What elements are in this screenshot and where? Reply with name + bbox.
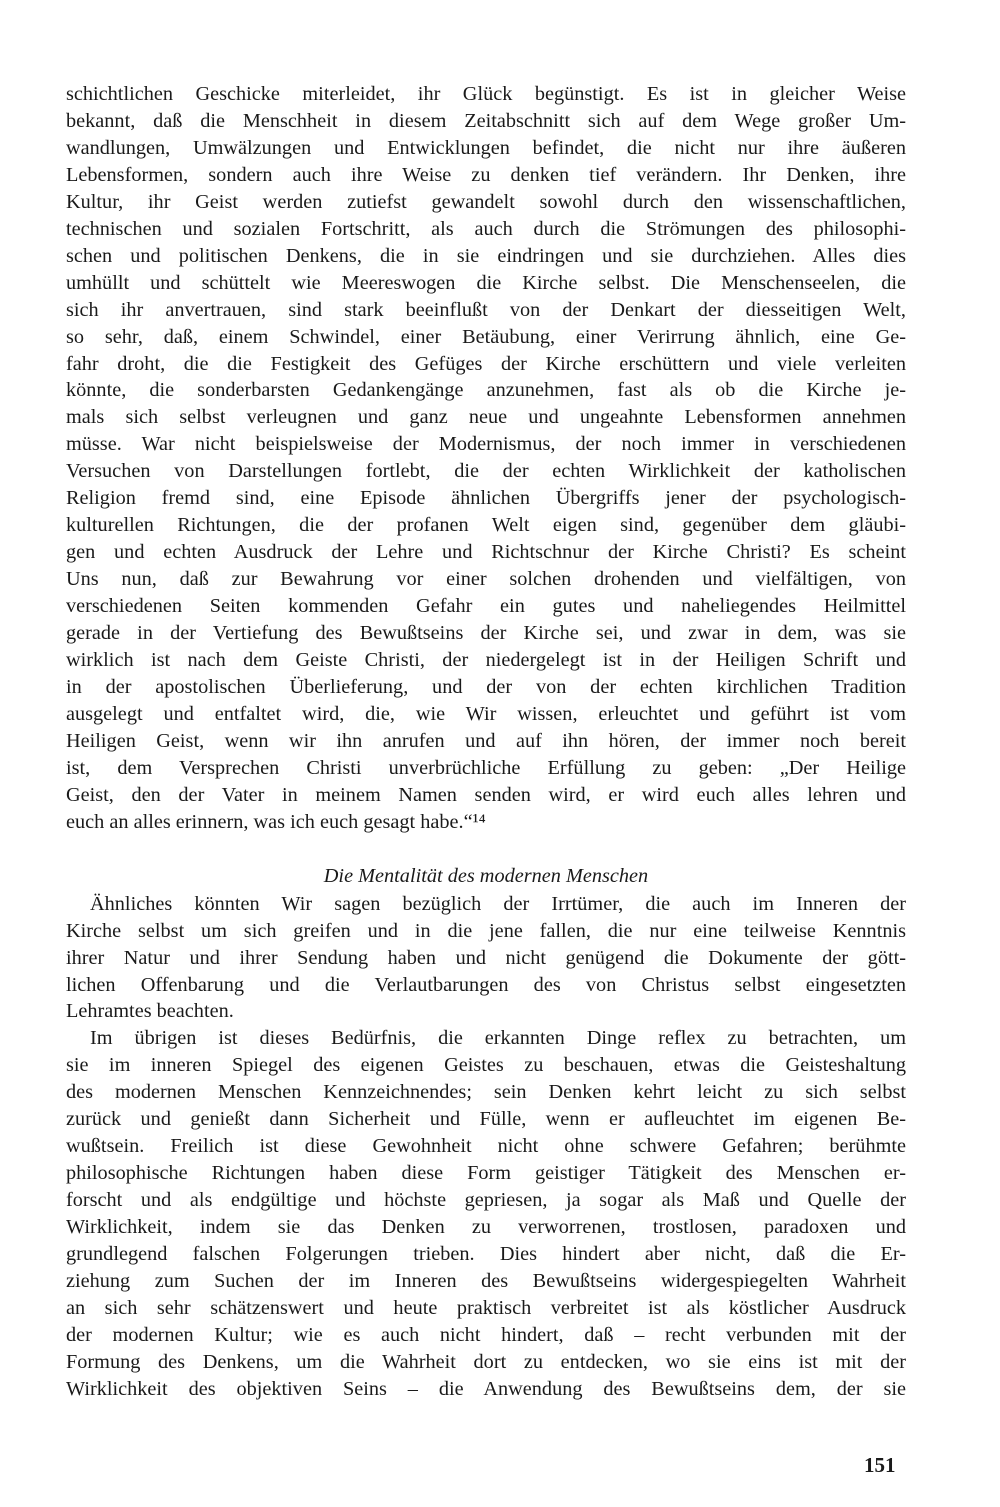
text-line: kulturellen Richtungen, die der profanen Welt eigen sind, gegenüber dem gläubi- <box>66 514 906 537</box>
text-line: an sich sehr schätzenswert und heute praktisch verbreitet ist als köstlicher Ausdruck <box>66 1296 906 1319</box>
text-line: des modernen Menschen Kennzeichnendes; sein Denken kehrt leicht zu sich selbst <box>66 1081 906 1104</box>
text-line: euch an alles erinnern, was ich euch gesagt habe.“¹⁴ <box>66 810 486 833</box>
text-line: so sehr, daß, einem Schwindel, einer Betäubung, einer Verirrung ähnlich, eine Ge- <box>66 325 906 348</box>
text-line: Religion fremd sind, eine Episode ähnlichen Übergriffs jener der psychologisch- <box>66 487 906 510</box>
text-line: Heiligen Geist, wenn wir ihn anrufen und auf ihn hören, der immer noch bereit <box>66 729 906 752</box>
text-line: Ähnliches könnten Wir sagen bezüglich der Irrtümer, die auch im Inneren der <box>90 892 906 915</box>
text-line: in der apostolischen Überlieferung, und der von der echten kirchlichen Tradition <box>66 675 906 698</box>
text-line: der modernen Kultur; wie es auch nicht hindert, daß – recht verbunden mit der <box>66 1323 906 1346</box>
text-line: sie im inneren Spiegel des eigenen Geistes zu beschauen, etwas die Geisteshaltung <box>66 1054 906 1077</box>
text-line: bekannt, daß die Menschheit in diesem Zeitabschnitt sich auf dem Wege großer Um- <box>66 109 906 132</box>
paragraph-2 <box>66 891 906 1026</box>
text-line: wandlungen, Umwälzungen und Entwicklungen befindet, die nicht nur ihre äußeren <box>66 136 906 159</box>
text-line: gerade in der Vertiefung des Bewußtseins der Kirche sei, und zwar in dem, was sie <box>66 622 906 645</box>
text-line: forscht und als endgültige und höchste gepriesen, ja sogar als Maß und Quelle der <box>66 1189 906 1212</box>
text-line: könnte, die sonderbarsten Gedankengänge anzunehmen, fast als ob die Kirche je- <box>66 379 906 402</box>
text-line: ausgelegt und entfaltet wird, die, wie Wir wissen, erleuchtet und geführt ist vom <box>66 702 906 725</box>
text-line: philosophische Richtungen haben diese Form geistiger Tätigkeit des Menschen er- <box>66 1162 906 1185</box>
section-heading: Die Mentalität des modernen Menschen <box>323 864 649 887</box>
text-line: Formung des Denkens, um die Wahrheit dort zu entdecken, wo sie eins ist mit der <box>66 1350 906 1373</box>
text-line: Versuchen von Darstellungen fortlebt, die der echten Wirklichkeit der katholischen <box>66 460 906 483</box>
text-line: zurück und genießt dann Sicherheit und Fülle, wenn er aufleuchtet im eigenen Be- <box>66 1108 906 1131</box>
text-line: wußtsein. Freilich ist diese Gewohnheit nicht ohne schwere Gefahren; berühmte <box>66 1135 906 1158</box>
text-line: Kultur, ihr Geist werden zutiefst gewandelt sowohl durch den wissenschaftlichen, <box>66 190 906 213</box>
paragraph-3 <box>66 1025 906 1402</box>
text-line: wirklich ist nach dem Geiste Christi, der niedergelegt ist in der Heiligen Schrift und <box>66 649 906 672</box>
text-line: Wirklichkeit des objektiven Seins – die Anwendung des Bewußtseins dem, der sie <box>66 1377 906 1400</box>
paragraph-1 <box>66 81 906 836</box>
text-line: Wirklichkeit, indem sie das Denken zu verworrenen, trostlosen, paradoxen und <box>66 1216 906 1239</box>
body-text <box>66 81 906 1403</box>
text-line: lichen Offenbarung und die Verlautbarungen des von Christus selbst eingesetzten <box>66 973 906 996</box>
page-number: 151 <box>864 1453 896 1477</box>
text-line: Uns nun, daß zur Bewahrung vor einer solchen drohenden und vielfältigen, von <box>66 568 906 591</box>
text-line: schichtlichen Geschicke miterleidet, ihr Glück begünstigt. Es ist in gleicher Weise <box>66 83 906 105</box>
text-line: umhüllt und schüttelt wie Meereswogen die Kirche selbst. Die Menschenseelen, die <box>66 271 906 294</box>
text-line: Lehramtes beachten. <box>66 1000 234 1023</box>
text-line: Kirche selbst um sich greifen und in die jene fallen, die nur eine teilweise Kenntnis <box>66 919 906 942</box>
text-line: Geist, den der Vater in meinem Namen senden wird, er wird euch alles lehren und <box>66 783 906 806</box>
text-line: ziehung zum Suchen der im Inneren des Bewußtseins widergespiegelten Wahrheit <box>66 1269 906 1292</box>
text-line: mals sich selbst verleugnen und ganz neue und ungeahnte Lebensformen annehmen <box>66 406 906 429</box>
text-line: Lebensformen, sondern auch ihre Weise zu denken tief verändern. Ihr Denken, ihre <box>66 163 906 186</box>
text-line: sich ihr anvertrauen, sind stark beeinflußt von der Denkart der diesseitigen Welt, <box>66 298 906 321</box>
text-line: verschiedenen Seiten kommenden Gefahr ein gutes und naheliegendes Heilmittel <box>66 595 906 618</box>
text-line: gen und echten Ausdruck der Lehre und Richtschnur der Kirche Christi? Es scheint <box>66 541 906 564</box>
text-line: Im übrigen ist dieses Bedürfnis, die erkannten Dinge reflex zu betrachten, um <box>90 1027 906 1050</box>
text-line: technischen und sozialen Fortschritt, als auch durch die Strömungen des philosophi- <box>66 217 906 240</box>
text-line: fahr droht, die die Festigkeit des Gefüges der Kirche erschüttern und viele verleiten <box>66 352 906 375</box>
text-line: grundlegend falschen Folgerungen trieben. Dies hindert aber nicht, daß die Er- <box>66 1243 906 1266</box>
text-line: ihrer Natur und ihrer Sendung haben und nicht genügend die Dokumente der gött- <box>66 946 906 969</box>
text-line: müsse. War nicht beispielsweise der Modernismus, der noch immer in verschiedenen <box>66 433 906 456</box>
text-line: ist, dem Versprechen Christi unverbrüchliche Erfüllung zu geben: „Der Heilige <box>66 756 906 779</box>
text-line: schen und politischen Denkens, die in sie eindringen und sie durchziehen. Alles dies <box>66 244 906 267</box>
